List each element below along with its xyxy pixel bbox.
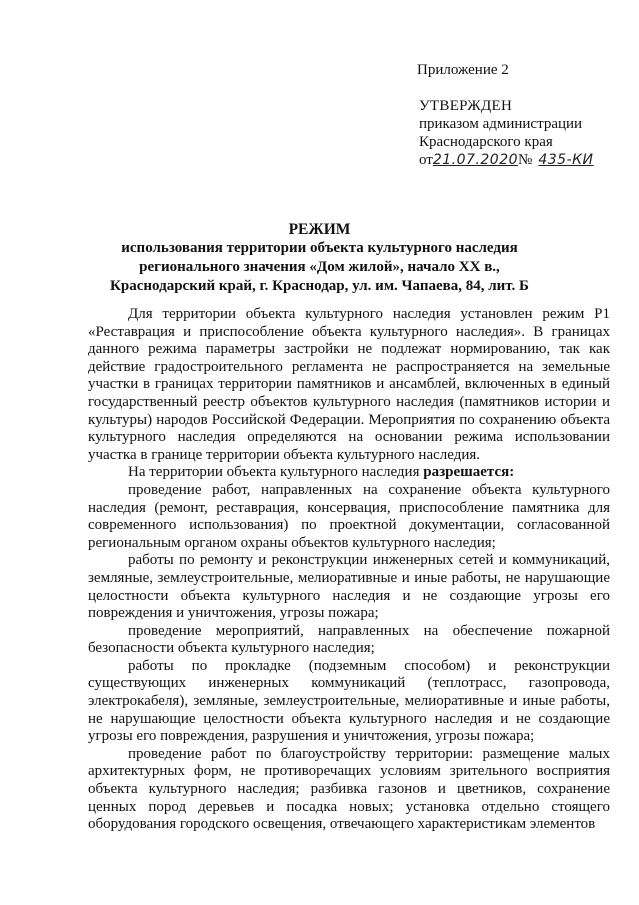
paragraph-underground-utilities: работы по прокладке (подземным способом) и реконструкции существующих инженерных коммуникаций (теплотрасс, газопровода, электрокабеля), земляные, землеустроительные, мелиоративные и иные работы, не нарушающие целостности объекта культурного наследия и не создающие угрозы его повреждения, разрушения и уничтожения, угрозы пожара; <box>88 657 610 745</box>
title-line-2: регионального значения «Дом жилой», начало XX в., <box>139 259 500 275</box>
order-line-1: приказом администрации <box>419 116 583 132</box>
paragraph-allowed-intro <box>88 464 610 482</box>
approval-block <box>419 97 594 169</box>
paragraph-fire-safety: проведение мероприятий, направленных на обеспечение пожарной безопасности объекта культурного наследия; <box>88 622 610 657</box>
number-sign: № <box>518 152 533 168</box>
paragraph-preservation-works: проведение работ, направленных на сохранение объекта культурного наследия (ремонт, реставрация, консервация, приспособление памятника для современного использования) по проектной документации, согласованной региональным органом охраны объектов культурного наследия; <box>88 481 610 551</box>
annex-label: Приложение 2 <box>417 62 509 78</box>
approved-label: УТВЕРЖДЕН <box>419 98 513 114</box>
order-line-2: Краснодарского края <box>419 134 553 150</box>
document-title <box>0 220 639 296</box>
title-heading: РЕЖИМ <box>288 221 351 238</box>
paragraph-regime: Для территории объекта культурного наследия установлен режим Р1 «Реставрация и приспособление объекта культурного наследия». В границах данного режима параметры застройки не подлежат нормированию, так как действие градостроительного регламента не распространяется на земельные участки в границах территории памятников и ансамблей, включенных в единый государственный реестр объектов культурного наследия (памятников истории и культуры) народов Российской Федерации. Мероприятия по сохранению объекта культурного наследия определяются на основании режима использовании участка в границе территории объекта культурного наследия. <box>88 306 610 463</box>
title-line-3: Краснодарский край, г. Краснодар, ул. им. Чапаева, 84, лит. Б <box>110 278 529 294</box>
allowed-intro-text: На территории объекта культурного наследия <box>128 464 424 481</box>
document-body <box>88 306 610 834</box>
handwritten-date: 21.07.2020 <box>432 152 519 168</box>
paragraph-utility-repairs: работы по ремонту и реконструкции инженерных сетей и коммуникаций, земляные, землеустроительные, мелиоративные и иные работы, не нарушающие целостности объекта культурного наследия и не создающие угрозы его повреждения и уничтожения, угрозы пожара; <box>88 552 610 622</box>
handwritten-number: 435-КИ <box>538 152 594 168</box>
order-date-line <box>419 151 594 169</box>
paragraph-landscaping: проведение работ по благоустройству территории: размещение малых архитектурных форм, не противоречащих условиям зрительного восприятия объекта культурного наследия; разбивка газонов и цветников, сохранение ценных пород деревьев и посадка новых; установка отдельно стоящего оборудования городского освещения, отвечающего характеристикам элементов <box>88 745 610 833</box>
date-prefix: от <box>419 152 433 168</box>
title-line-1: использования территории объекта культурного наследия <box>121 240 518 256</box>
allowed-keyword: разрешается <box>423 464 510 481</box>
allowed-colon: : <box>509 464 515 481</box>
